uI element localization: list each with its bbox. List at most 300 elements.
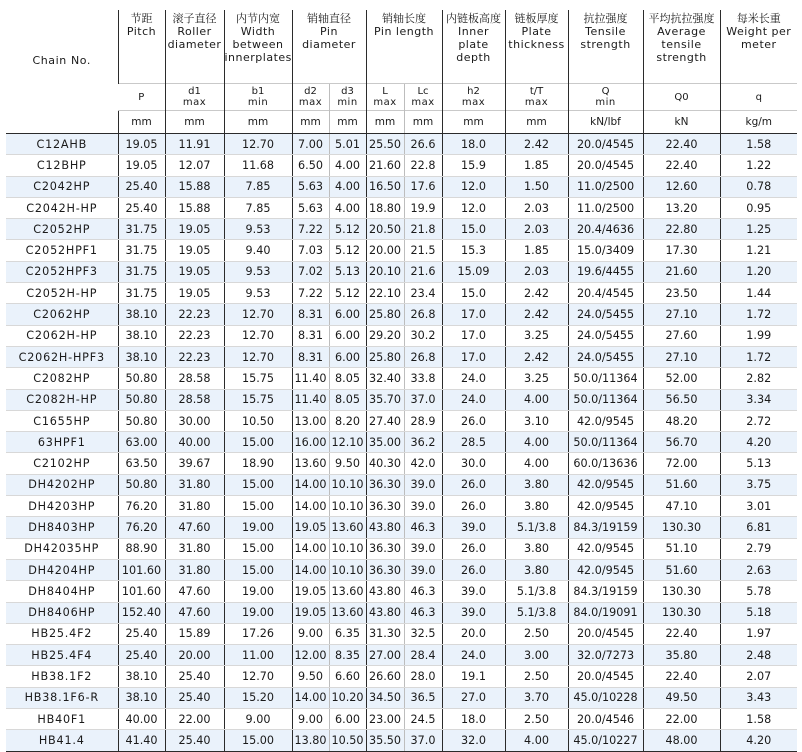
value-cell: 4.00	[505, 730, 568, 751]
value-cell: 15.89	[165, 623, 224, 644]
value-cell: 19.00	[224, 517, 292, 538]
value-cell: 12.10	[329, 432, 366, 453]
value-cell: 31.80	[165, 474, 224, 495]
value-cell: 84.3/19159	[568, 581, 643, 602]
value-cell: 19.00	[224, 602, 292, 623]
table-row	[6, 538, 797, 559]
value-cell: 32.0	[442, 730, 505, 751]
value-cell: 11.40	[292, 368, 329, 389]
value-cell: 1.20	[720, 261, 797, 282]
value-cell: 50.0/11364	[568, 368, 643, 389]
value-cell: 20.0	[442, 623, 505, 644]
value-cell: 6.00	[329, 325, 366, 346]
value-cell: 42.0/9545	[568, 538, 643, 559]
value-cell: 7.03	[292, 240, 329, 261]
table-row	[6, 730, 797, 751]
plate-thickness-header: 链板厚度 Plate thickness	[505, 10, 568, 84]
value-cell: 14.00	[292, 559, 329, 580]
unit-cell: mm	[442, 111, 505, 134]
value-cell: 15.00	[224, 730, 292, 751]
value-cell: 1.72	[720, 304, 797, 325]
value-cell: 35.50	[366, 730, 404, 751]
value-cell: 13.60	[292, 453, 329, 474]
value-cell: 45.0/10227	[568, 730, 643, 751]
value-cell: 18.0	[442, 709, 505, 730]
table-row	[6, 602, 797, 623]
value-cell: 31.75	[118, 219, 165, 240]
value-cell: 50.0/11364	[568, 432, 643, 453]
value-cell: 26.6	[404, 134, 442, 155]
value-cell: 26.0	[442, 538, 505, 559]
value-cell: 4.00	[505, 432, 568, 453]
value-cell: 3.70	[505, 687, 568, 708]
value-cell: 9.50	[329, 453, 366, 474]
value-cell: 3.80	[505, 474, 568, 495]
value-cell: 24.0	[442, 645, 505, 666]
value-cell: 1.50	[505, 176, 568, 197]
value-cell: 35.80	[643, 645, 720, 666]
value-cell: 10.20	[329, 687, 366, 708]
value-cell: 24.0	[442, 368, 505, 389]
chain-no-cell: DH8403HP	[6, 517, 118, 538]
chain-no-cell: C2082HP	[6, 368, 118, 389]
value-cell: 7.85	[224, 176, 292, 197]
value-cell: 10.10	[329, 559, 366, 580]
value-cell: 22.00	[643, 709, 720, 730]
value-cell: 47.60	[165, 602, 224, 623]
value-cell: 13.00	[292, 410, 329, 431]
value-cell: 8.35	[329, 645, 366, 666]
value-cell: 1.99	[720, 325, 797, 346]
value-cell: 1.58	[720, 134, 797, 155]
value-cell: 19.1	[442, 666, 505, 687]
value-cell: 46.3	[404, 517, 442, 538]
unit-spacer	[6, 111, 118, 134]
value-cell: 1.22	[720, 155, 797, 176]
table-row	[6, 304, 797, 325]
value-cell: 19.00	[224, 581, 292, 602]
value-cell: 31.75	[118, 261, 165, 282]
chain-no-header: Chain No.	[32, 53, 92, 67]
value-cell: 3.10	[505, 410, 568, 431]
value-cell: 6.00	[329, 709, 366, 730]
value-cell: 12.00	[292, 645, 329, 666]
value-cell: 41.40	[118, 730, 165, 751]
value-cell: 37.0	[404, 389, 442, 410]
value-cell: 4.00	[329, 197, 366, 218]
symbol-t: t/T max	[505, 84, 568, 111]
value-cell: 2.42	[505, 346, 568, 367]
value-cell: 37.0	[404, 730, 442, 751]
value-cell: 22.40	[643, 623, 720, 644]
value-cell: 42.0	[404, 453, 442, 474]
value-cell: 26.60	[366, 666, 404, 687]
value-cell: 5.12	[329, 240, 366, 261]
table-row	[6, 283, 797, 304]
value-cell: 19.05	[118, 134, 165, 155]
value-cell: 2.50	[505, 666, 568, 687]
symbol-d2: d2 max	[292, 84, 329, 111]
value-cell: 8.31	[292, 304, 329, 325]
value-cell: 1.72	[720, 346, 797, 367]
table-row	[6, 261, 797, 282]
value-cell: 0.95	[720, 197, 797, 218]
value-cell: 1.97	[720, 623, 797, 644]
value-cell: 22.40	[643, 666, 720, 687]
value-cell: 31.80	[165, 496, 224, 517]
value-cell: 39.67	[165, 453, 224, 474]
unit-cell: kN/lbf	[568, 111, 643, 134]
value-cell: 20.4/4636	[568, 219, 643, 240]
value-cell: 3.75	[720, 474, 797, 495]
value-cell: 47.60	[165, 517, 224, 538]
value-cell: 27.40	[366, 410, 404, 431]
symbol-h2: h2 max	[442, 84, 505, 111]
value-cell: 22.00	[165, 709, 224, 730]
symbol-q0: Q0	[643, 84, 720, 111]
chain-no-cell: 63HPF1	[6, 432, 118, 453]
value-cell: 47.60	[165, 581, 224, 602]
value-cell: 19.05	[292, 581, 329, 602]
value-cell: 2.50	[505, 623, 568, 644]
value-cell: 4.20	[720, 730, 797, 751]
value-cell: 11.91	[165, 134, 224, 155]
symbol-q: Q min	[568, 84, 643, 111]
value-cell: 22.10	[366, 283, 404, 304]
value-cell: 26.8	[404, 304, 442, 325]
table-row	[6, 709, 797, 730]
symbol-weight: q	[720, 84, 797, 111]
value-cell: 2.03	[505, 197, 568, 218]
value-cell: 101.60	[118, 559, 165, 580]
value-cell: 20.0/4545	[568, 134, 643, 155]
value-cell: 22.23	[165, 346, 224, 367]
value-cell: 13.20	[643, 197, 720, 218]
value-cell: 32.0/7273	[568, 645, 643, 666]
chain-no-cell: C2062HP	[6, 304, 118, 325]
value-cell: 17.30	[643, 240, 720, 261]
value-cell: 27.10	[643, 304, 720, 325]
value-cell: 25.40	[118, 623, 165, 644]
unit-cell: mm	[329, 111, 366, 134]
value-cell: 27.0	[442, 687, 505, 708]
value-cell: 2.42	[505, 304, 568, 325]
value-cell: 26.0	[442, 559, 505, 580]
value-cell: 3.25	[505, 325, 568, 346]
value-cell: 2.48	[720, 645, 797, 666]
value-cell: 2.63	[720, 559, 797, 580]
value-cell: 38.10	[118, 304, 165, 325]
value-cell: 12.07	[165, 155, 224, 176]
table-row	[6, 623, 797, 644]
value-cell: 25.40	[165, 687, 224, 708]
value-cell: 2.79	[720, 538, 797, 559]
value-cell: 50.0/11364	[568, 389, 643, 410]
unit-cell: mm	[366, 111, 404, 134]
table-row	[6, 325, 797, 346]
value-cell: 15.9	[442, 155, 505, 176]
unit-cell: mm	[224, 111, 292, 134]
value-cell: 46.3	[404, 581, 442, 602]
value-cell: 4.00	[505, 453, 568, 474]
value-cell: 21.6	[404, 261, 442, 282]
value-cell: 15.3	[442, 240, 505, 261]
value-cell: 50.80	[118, 368, 165, 389]
value-cell: 49.50	[643, 687, 720, 708]
value-cell: 25.40	[118, 197, 165, 218]
table-row	[6, 176, 797, 197]
value-cell: 26.0	[442, 474, 505, 495]
value-cell: 1.85	[505, 155, 568, 176]
value-cell: 22.23	[165, 304, 224, 325]
value-cell: 21.5	[404, 240, 442, 261]
value-cell: 20.10	[366, 261, 404, 282]
value-cell: 8.31	[292, 346, 329, 367]
value-cell: 34.50	[366, 687, 404, 708]
value-cell: 38.10	[118, 666, 165, 687]
value-cell: 28.9	[404, 410, 442, 431]
value-cell: 51.60	[643, 474, 720, 495]
value-cell: 39.0	[404, 538, 442, 559]
value-cell: 19.05	[292, 602, 329, 623]
value-cell: 6.00	[329, 346, 366, 367]
value-cell: 4.20	[720, 432, 797, 453]
value-cell: 7.00	[292, 134, 329, 155]
value-cell: 50.80	[118, 410, 165, 431]
value-cell: 14.00	[292, 538, 329, 559]
value-cell: 26.8	[404, 346, 442, 367]
value-cell: 24.0/5455	[568, 325, 643, 346]
value-cell: 15.88	[165, 176, 224, 197]
value-cell: 22.8	[404, 155, 442, 176]
value-cell: 6.60	[329, 666, 366, 687]
value-cell: 3.80	[505, 559, 568, 580]
value-cell: 5.78	[720, 581, 797, 602]
value-cell: 19.05	[165, 219, 224, 240]
value-cell: 25.80	[366, 304, 404, 325]
value-cell: 23.4	[404, 283, 442, 304]
inner-plate-depth-header: 内链板高度 Inner plate depth	[442, 10, 505, 84]
value-cell: 76.20	[118, 517, 165, 538]
table-row	[6, 197, 797, 218]
chain-no-cell: C12AHB	[6, 134, 118, 155]
value-cell: 3.25	[505, 368, 568, 389]
roller-diameter-header: 滚子直径 Roller diameter	[165, 10, 224, 84]
value-cell: 9.40	[224, 240, 292, 261]
value-cell: 39.0	[404, 496, 442, 517]
chain-no-cell: C2062H-HP	[6, 325, 118, 346]
chain-no-cell: DH8404HP	[6, 581, 118, 602]
value-cell: 30.2	[404, 325, 442, 346]
value-cell: 24.0/5455	[568, 346, 643, 367]
value-cell: 23.00	[366, 709, 404, 730]
value-cell: 15.20	[224, 687, 292, 708]
value-cell: 15.00	[224, 474, 292, 495]
value-cell: 18.0	[442, 134, 505, 155]
value-cell: 28.58	[165, 368, 224, 389]
value-cell: 5.18	[720, 602, 797, 623]
value-cell: 7.22	[292, 283, 329, 304]
value-cell: 130.30	[643, 581, 720, 602]
pin-diameter-header: 销轴直径 Pin diameter	[292, 10, 366, 84]
value-cell: 6.00	[329, 304, 366, 325]
table-row	[6, 559, 797, 580]
value-cell: 24.5	[404, 709, 442, 730]
value-cell: 26.0	[442, 496, 505, 517]
value-cell: 6.50	[292, 155, 329, 176]
value-cell: 1.21	[720, 240, 797, 261]
chain-no-cell: DH8406HP	[6, 602, 118, 623]
unit-cell: mm	[505, 111, 568, 134]
value-cell: 43.80	[366, 581, 404, 602]
value-cell: 63.00	[118, 432, 165, 453]
value-cell: 7.22	[292, 219, 329, 240]
value-cell: 3.00	[505, 645, 568, 666]
inner-width-header: 内节内宽 Width between innerplates	[224, 10, 292, 84]
value-cell: 8.31	[292, 325, 329, 346]
symbol-d3: d3 min	[329, 84, 366, 111]
value-cell: 38.10	[118, 687, 165, 708]
value-cell: 16.00	[292, 432, 329, 453]
value-cell: 101.60	[118, 581, 165, 602]
chain-no-cell: C2082H-HP	[6, 389, 118, 410]
value-cell: 25.50	[366, 134, 404, 155]
value-cell: 17.0	[442, 325, 505, 346]
chain-no-cell: HB38.1F6-R	[6, 687, 118, 708]
table-row	[6, 666, 797, 687]
table-row	[6, 432, 797, 453]
pin-length-header: 销轴长度 Pin length	[366, 10, 442, 84]
value-cell: 5.1/3.8	[505, 602, 568, 623]
value-cell: 2.03	[505, 261, 568, 282]
value-cell: 13.60	[329, 517, 366, 538]
value-cell: 15.75	[224, 368, 292, 389]
value-cell: 1.85	[505, 240, 568, 261]
value-cell: 17.6	[404, 176, 442, 197]
value-cell: 8.05	[329, 389, 366, 410]
chain-no-cell: C2052HPF1	[6, 240, 118, 261]
chain-no-cell: C2102HP	[6, 453, 118, 474]
value-cell: 3.80	[505, 496, 568, 517]
value-cell: 25.80	[366, 346, 404, 367]
value-cell: 9.50	[292, 666, 329, 687]
value-cell: 39.0	[442, 581, 505, 602]
value-cell: 21.8	[404, 219, 442, 240]
symbol-d1: d1 max	[165, 84, 224, 111]
symbol-p: P	[118, 84, 165, 111]
value-cell: 9.00	[292, 623, 329, 644]
value-cell: 18.80	[366, 197, 404, 218]
table-row	[6, 219, 797, 240]
value-cell: 11.68	[224, 155, 292, 176]
value-cell: 33.8	[404, 368, 442, 389]
value-cell: 46.3	[404, 602, 442, 623]
value-cell: 22.40	[643, 155, 720, 176]
value-cell: 60.0/13636	[568, 453, 643, 474]
value-cell: 2.50	[505, 709, 568, 730]
table-row	[6, 517, 797, 538]
value-cell: 36.30	[366, 559, 404, 580]
chain-no-cell: C2052HP	[6, 219, 118, 240]
value-cell: 48.20	[643, 410, 720, 431]
value-cell: 3.43	[720, 687, 797, 708]
value-cell: 9.00	[224, 709, 292, 730]
value-cell: 14.00	[292, 687, 329, 708]
value-cell: 19.05	[165, 283, 224, 304]
value-cell: 8.05	[329, 368, 366, 389]
chain-no-cell: C12BHP	[6, 155, 118, 176]
value-cell: 16.50	[366, 176, 404, 197]
table-header	[6, 10, 797, 134]
value-cell: 5.12	[329, 219, 366, 240]
table-row	[6, 453, 797, 474]
value-cell: 3.01	[720, 496, 797, 517]
value-cell: 31.80	[165, 559, 224, 580]
value-cell: 14.00	[292, 496, 329, 517]
value-cell: 6.35	[329, 623, 366, 644]
value-cell: 28.5	[442, 432, 505, 453]
table-row	[6, 368, 797, 389]
value-cell: 56.70	[643, 432, 720, 453]
chain-no-cell: C2062H-HPF3	[6, 346, 118, 367]
value-cell: 5.63	[292, 197, 329, 218]
chain-no-cell: C2052HPF3	[6, 261, 118, 282]
value-cell: 15.00	[224, 538, 292, 559]
value-cell: 50.80	[118, 389, 165, 410]
value-cell: 5.1/3.8	[505, 517, 568, 538]
table-row	[6, 134, 797, 155]
value-cell: 15.00	[224, 559, 292, 580]
value-cell: 26.0	[442, 410, 505, 431]
value-cell: 13.60	[329, 602, 366, 623]
value-cell: 76.20	[118, 496, 165, 517]
value-cell: 39.0	[442, 517, 505, 538]
value-cell: 2.42	[505, 283, 568, 304]
value-cell: 15.09	[442, 261, 505, 282]
value-cell: 17.0	[442, 346, 505, 367]
value-cell: 130.30	[643, 602, 720, 623]
value-cell: 42.0/9545	[568, 410, 643, 431]
value-cell: 28.4	[404, 645, 442, 666]
value-cell: 12.70	[224, 666, 292, 687]
value-cell: 31.75	[118, 283, 165, 304]
chain-spec-table	[6, 10, 797, 752]
chain-no-cell: HB38.1F2	[6, 666, 118, 687]
table-row	[6, 496, 797, 517]
unit-cell: mm	[404, 111, 442, 134]
value-cell: 12.70	[224, 134, 292, 155]
unit-cell: kg/m	[720, 111, 797, 134]
value-cell: 19.05	[165, 261, 224, 282]
value-cell: 36.30	[366, 474, 404, 495]
unit-cell: mm	[292, 111, 329, 134]
value-cell: 5.63	[292, 176, 329, 197]
value-cell: 12.0	[442, 176, 505, 197]
value-cell: 42.0/9545	[568, 559, 643, 580]
value-cell: 50.80	[118, 474, 165, 495]
value-cell: 84.3/19159	[568, 517, 643, 538]
value-cell: 20.0/4545	[568, 155, 643, 176]
value-cell: 12.70	[224, 304, 292, 325]
value-cell: 13.80	[292, 730, 329, 751]
table-row	[6, 346, 797, 367]
value-cell: 51.10	[643, 538, 720, 559]
value-cell: 47.10	[643, 496, 720, 517]
value-cell: 5.13	[329, 261, 366, 282]
value-cell: 11.0/2500	[568, 197, 643, 218]
value-cell: 3.80	[505, 538, 568, 559]
value-cell: 20.50	[366, 219, 404, 240]
